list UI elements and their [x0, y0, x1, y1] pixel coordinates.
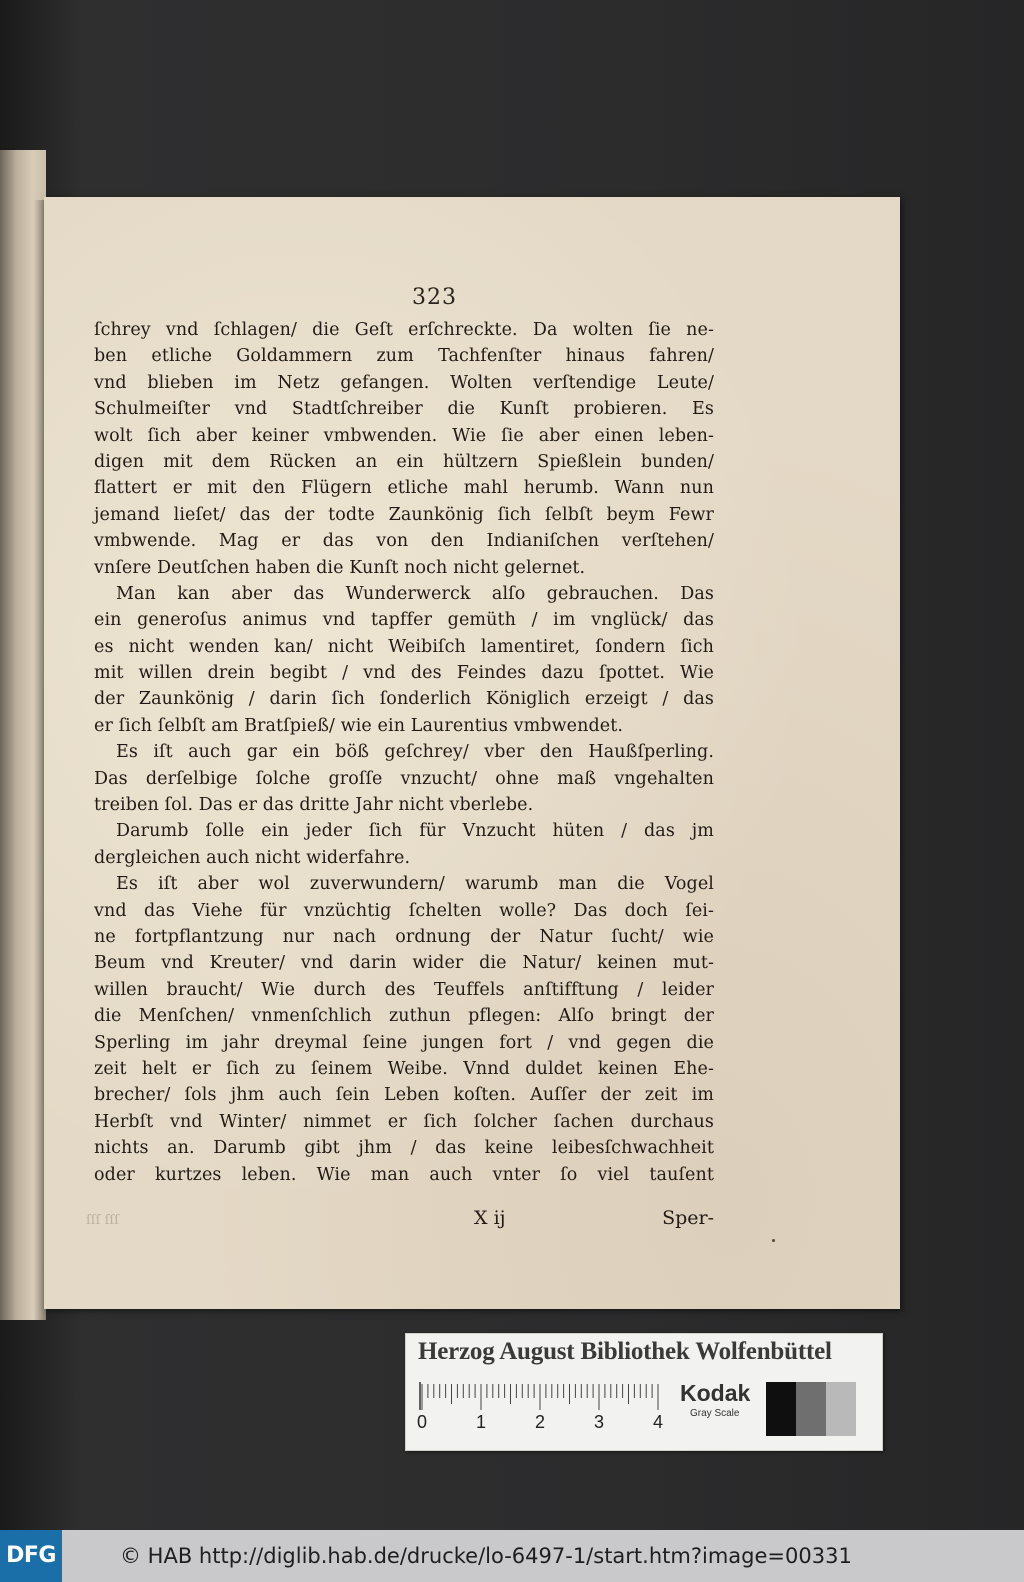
- catchword-line: [94, 1207, 714, 1235]
- dark-gray-swatch: [796, 1382, 826, 1436]
- body-text: [94, 317, 714, 1188]
- text-line: Herbſt vnd Winter/ nimmet er ſich ſolcher ſachen durchaus: [94, 1111, 714, 1132]
- ruler-number: 1: [476, 1412, 487, 1432]
- text-line: brecher/ ſols jhm auch ſein Leben koſten. Auſſer der zeit im: [94, 1085, 714, 1106]
- text-line: es nicht wenden kan/ nicht Weibiſch lamentiret, ſondern ſich: [94, 636, 714, 657]
- text-line: Darumb ſolle ein jeder ſich für Vnzucht hüten / das jm: [116, 821, 714, 842]
- library-color-card: [405, 1333, 883, 1451]
- text-line: Es iſt aber wol zuverwundern/ warumb man die Vogel: [116, 874, 714, 895]
- catchword: Sper-: [662, 1207, 714, 1229]
- text-line: dergleichen auch nicht widerfahre.: [94, 847, 411, 868]
- text-line: wolt ſich aber keiner vmbwenden. Wie ſie aber einen leben-: [94, 425, 714, 446]
- text-line: Schulmeiſter vnd Stadtſchreiber die Kunſt probieren. Es: [94, 399, 714, 420]
- copyright-url: © HAB http://diglib.hab.de/drucke/lo-6497-1/start.htm?image=00331: [120, 1544, 852, 1568]
- text-line: jemand lieſet/ das der todte Zaunkönig ſich ſelbſt beym Fewr: [94, 504, 714, 525]
- signature-mark: X ij: [474, 1207, 506, 1229]
- text-line: Es iſt auch gar ein böß geſchrey/ vber den Haußſperling.: [116, 742, 714, 763]
- ruler-number: 4: [653, 1412, 664, 1432]
- ruler-number: 3: [594, 1412, 605, 1432]
- ruler-number: 2: [535, 1412, 546, 1432]
- text-line: ſchrey vnd ſchlagen/ die Geſt erſchreckte. Da wolten ſie ne-: [94, 320, 714, 340]
- text-line: mit willen drein begibt / vnd des Feindes dazu ſpottet. Wie: [94, 663, 714, 684]
- text-line: die Menſchen/ vnmenſchlich zuthun pflegen: Alſo bringt der: [94, 1006, 714, 1027]
- text-line: ein generoſus animus vnd tapffer gemüth / im vnglück/ das: [94, 610, 714, 631]
- text-line: oder kurtzes leben. Wie man auch vnter ſo viel tauſent: [94, 1164, 714, 1185]
- text-line: vnd blieben im Netz gefangen. Wolten verſtendige Leute/: [94, 372, 714, 393]
- library-name: Herzog August Bibliothek Wolfenbüttel: [418, 1338, 832, 1365]
- text-line: zeit helt er ſich zu ſeinem Weibe. Vnnd duldet keinen Ehe-: [94, 1058, 714, 1079]
- text-line: vmbwende. Mag er das von den Indianiſchen verſtehen/: [94, 531, 714, 552]
- paper-speck: [772, 1239, 775, 1242]
- text-line: Beum vnd Kreuter/ vnd darin wider die Natur/ keinen mut-: [94, 953, 714, 974]
- text-line: treiben ſol. Das er das dritte Jahr nicht vberlebe.: [94, 795, 534, 816]
- kodak-logo: Kodak: [680, 1380, 751, 1406]
- text-line: willen braucht/ Wie durch des Teuffels anſtifftung / leider: [94, 979, 714, 1000]
- text-line: Man kan aber das Wunderwerck alſo gebrauchen. Das: [116, 583, 714, 604]
- bleed-through-mark: ſſſ ſſſ: [86, 1213, 120, 1228]
- text-line: flattert er mit den Flügern etliche mahl herumb. Wann nun: [94, 478, 714, 499]
- text-line: Sperling im jahr dreymal ſeine jungen fort / vnd gegen die: [94, 1032, 714, 1053]
- text-line: vnſere Deutſchen haben die Kunſt noch nicht gelernet.: [94, 557, 586, 578]
- text-line: vnd das Viehe für vnzüchtig ſchelten wolle? Das doch ſei-: [94, 900, 714, 921]
- page-number: 323: [412, 285, 457, 310]
- text-line: der Zaunkönig / darin ſich ſonderlich Königlich erzeigt / das: [94, 689, 714, 710]
- text-line: digen mit dem Rücken an ein hültzern Spießlein bunden/: [94, 451, 714, 472]
- text-line: nichts an. Darumb gibt jhm / das keine leibesſchwachheit: [94, 1138, 714, 1159]
- light-gray-swatch: [826, 1382, 856, 1436]
- ruler-scale: [417, 1380, 680, 1432]
- text-line: er ſich ſelbſt am Bratſpieß/ wie ein Laurentius vmbwendet.: [94, 715, 624, 736]
- black-swatch: [766, 1382, 796, 1436]
- dfg-logo: DFG: [0, 1530, 62, 1582]
- ruler-number: 0: [417, 1412, 428, 1432]
- footer-bar: [0, 1530, 1024, 1582]
- book-page: [44, 197, 900, 1309]
- text-line: ben etliche Goldammern zum Tachfenſter hinaus fahren/: [94, 346, 714, 367]
- text-line: ne fortpflantzung nur nach ordnung der Natur ſucht/ wie: [94, 926, 714, 947]
- gray-scale-caption: Gray Scale: [690, 1408, 740, 1419]
- text-line: Das derſelbige ſolche groſſe vnzucht/ ohne maß vngehalten: [94, 768, 714, 789]
